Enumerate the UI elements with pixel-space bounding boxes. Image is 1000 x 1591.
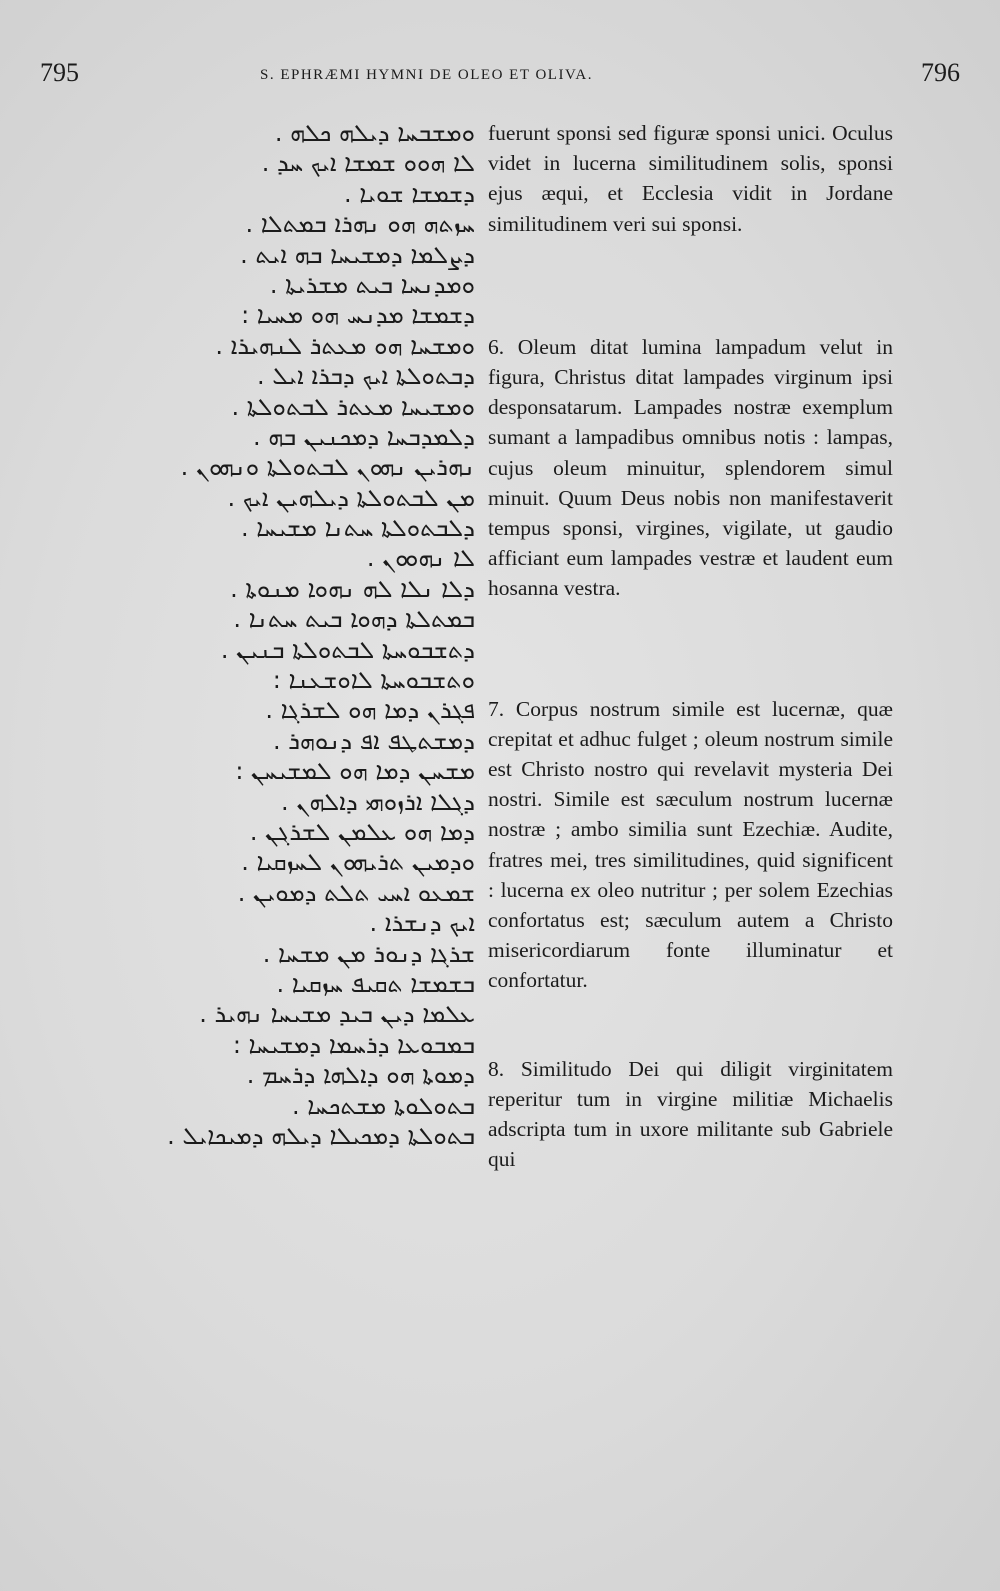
syriac-line: ܘܡܫܒܚܐ ܕܝܠܗ ܟܠܗ . <box>274 119 475 147</box>
syriac-text-column <box>30 118 475 1151</box>
paragraph-gap <box>488 604 893 694</box>
syriac-line: ܘܡܫܝܚܐ ܡܥܬܪ ܠܒܬܘܠܬܐ . <box>231 392 475 421</box>
syriac-line: ܡܫܚܢ ܕܡܐ ܗܘ ܠܡܫܝܚܢ : <box>235 757 475 786</box>
running-title: S. EPHRÆMI HYMNI DE OLEO ET OLIVA. <box>260 67 593 83</box>
syriac-line: ܘܬܫܒܘܚܬܐ ܠܐܘܫܥܢܐ : <box>272 666 475 695</box>
syriac-line: ܕܠܒܬܘܠܬܐ ܚܬܢܐ ܡܫܝܚܐ . <box>241 514 475 543</box>
syriac-line: ܠܐ ܢܗܘܘܢ . <box>366 544 475 573</box>
latin-paragraph-8: 8. Similitudo Dei qui diligit virginitatem reperitur tum in virgine militiæ Michaelis adscripta tum in uxore militante sub Gabriele qui <box>488 1056 893 1172</box>
syriac-line: ܫܪܓܐ ܕܢܘܪ ܡܢ ܡܫܚܐ . <box>262 939 475 968</box>
syriac-line: ܒܡܬܠܬܐ ܕܗܘܐ ܒܝܬ ܚܬܢܐ . <box>233 605 475 634</box>
paragraph-gap <box>488 996 893 1054</box>
syriac-line: ܕܡܫܬܛܦ ܐܦ ܕܢܘܗܪ . <box>272 726 475 755</box>
syriac-line: ܒܬܘܠܬܐ ܕܡܟܝܠܐ ܕܝܠܗ ܕܡܝܟܐܝܠ . <box>167 1121 475 1150</box>
syriac-line: ܕܫܡܫܐ ܫܘܝܐ . <box>343 179 475 208</box>
syriac-line: ܕܬܫܒܘܚܬܐ ܠܒܬܘܠܬܐ ܒܢܝܢ . <box>220 635 475 664</box>
syriac-line: ܥܠܡܐ ܕܝܢ ܒܝܕ ܡܫܝܚܐ ܢܗܝܪ . <box>199 1000 475 1029</box>
latin-paragraph-7: 7. Corpus nostrum simile est lucernæ, quæ crepitat et adhuc fulget ; oleum nostrum simile est Christo nostro qui revelavit mysteria Dei nostri. Simile est sæculum nostrum lucernæ nostræ ; ambo similia sunt Ezechiæ. Audite, fratres mei, tres similitudines, quid significent : lucerna ex oleo nutritur ; per solem Ezechias confortatus est; sæculum autem a Christo misericordiarum fonte illuminatur et confortatur. <box>488 696 893 993</box>
page-number-left: 795 <box>40 58 79 87</box>
syriac-line: ܕܡܘܬܐ ܗܘ ܕܐܠܗܐ ܕܪܚܡ . <box>246 1061 475 1090</box>
latin-paragraph-6: 6. Oleum ditat lumina lampadum velut in figura, Christus ditat lampades virginum ipsi desponsatarum. Lampades nostræ exemplum sumant a lampadibus omnibus notis : lampas, cujus oleum minuitur, splendorem simul minuit. Quum Deus nobis non manifestaverit tempus sponsi, virgines, vigilate, ut gaudio afficiant eum lampades vestræ et laudent eum hosanna vestra. <box>488 334 893 601</box>
syriac-line: ܘܡܕܢܚܐ ܒܝܬ ܡܫܪܝܬܐ . <box>269 270 475 299</box>
latin-paragraph-continuation: fuerunt sponsi sed figuræ sponsi unici. Oculus videt in lucerna similitudinem solis, sponsi ejus æqui, et Ecclesia vidit in Jordane similitudinem veri sui sponsi. <box>488 121 893 236</box>
running-header <box>40 58 960 98</box>
syriac-line: ܦܓܪܢ ܕܡܐ ܗܘ ܠܫܪܓܐ . <box>265 696 475 725</box>
syriac-line: ܕܒܬܘܠܬܐ ܐܝܟ ܕܒܪܐ ܐܝܠ . <box>256 362 475 391</box>
syriac-line: ܕܨܠܡܐ ܕܡܫܝܚܐ ܒܗ ܐܝܬ . <box>240 240 475 269</box>
syriac-line: ܕܫܡܫܐ ܡܕܢܚ ܗܘ ܡܚܝܐ : <box>241 301 475 330</box>
syriac-line: ܫܡܥܘ ܐܚܝ ܬܠܬ ܕܡܘܝܢ . <box>237 878 475 907</box>
syriac-line: ܕܠܐ ܢܠܐ ܠܗ ܢܗܘܐ ܡܢܘܬܐ . <box>230 574 475 603</box>
syriac-line: ܒܡܒܘܥܐ ܕܪܚܡܐ ܕܡܫܝܚܐ : <box>232 1030 475 1059</box>
syriac-line: ܐܝܟ ܕܢܫܪܐ . <box>369 909 475 938</box>
syriac-line: ܡܢ ܠܒܬܘܠܬܐ ܕܝܠܗܝܢ ܐܝܟ . <box>227 483 475 512</box>
syriac-line: ܒܬܘܠܘܬܐ ܡܫܬܟܚܐ . <box>292 1091 475 1120</box>
page-number-right: 796 <box>921 58 960 87</box>
latin-translation-column <box>488 118 893 1174</box>
syriac-line: ܢܗܪܝܢ ܢܗܘܢ ܠܒܬܘܠܬܐ ܘܢܗܘܢ . <box>180 453 475 482</box>
syriac-line: ܕܠܡܕܒܚܐ ܕܡܟܢܝܢ ܒܗ . <box>252 422 475 451</box>
syriac-line: ܠܐ ܗܘܘ ܫܡܫܐ ܐܝܟ ܚܕ . <box>261 149 475 178</box>
syriac-line: ܒܫܡܫܐ ܬܩܝܦ ܚܙܩܝܐ . <box>276 969 475 998</box>
syriac-line: ܕܓܠܐ ܐܪܙܘܗܝ ܕܐܠܗܢ . <box>280 787 475 816</box>
syriac-line: ܕܡܐ ܗܘ ܥܠܡܢ ܠܫܪܓܢ . <box>249 817 475 846</box>
paragraph-gap <box>488 239 893 332</box>
syriac-line: ܘܡܫܚܐ ܗܘ ܡܥܬܪ ܠܢܗܝܪܐ . <box>215 331 475 360</box>
syriac-line: ܚܙܬܗ ܗܘ ܢܗܪܐ ܒܡܬܠܐ . <box>245 210 475 239</box>
syriac-line: ܘܕܡܝܢ ܬܪܝܗܘܢ ܠܚܙܩܝܐ . <box>241 848 475 877</box>
